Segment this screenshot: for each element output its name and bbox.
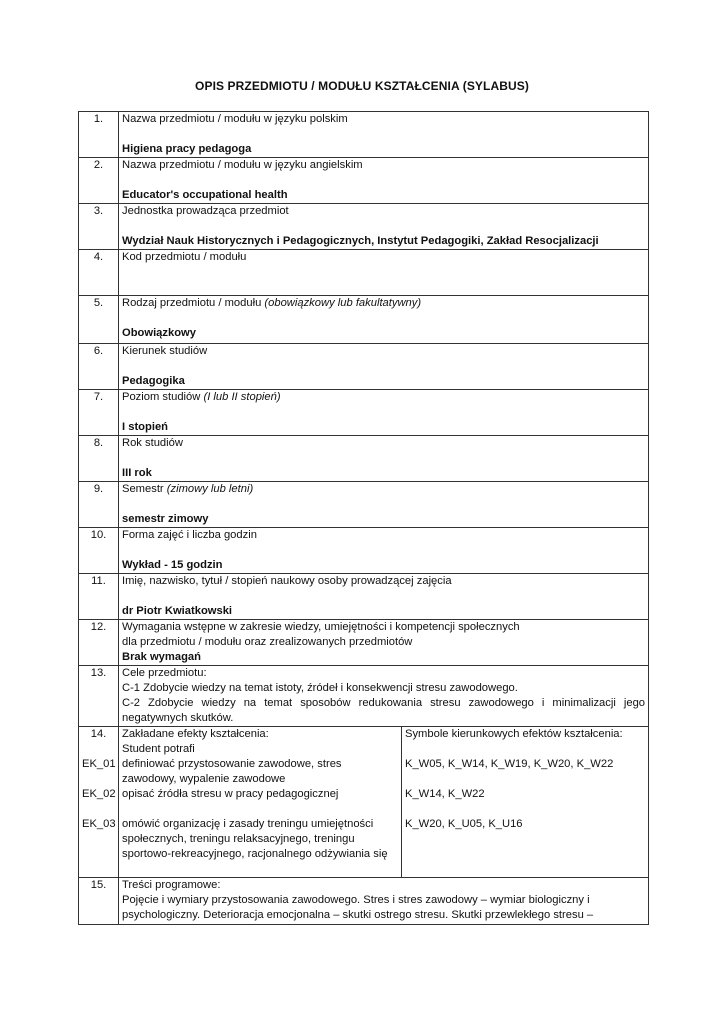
- row-content: [119, 204, 649, 250]
- row-content: [119, 666, 649, 727]
- row-label: Jednostka prowadząca przedmiot: [122, 205, 289, 217]
- row-content: [119, 878, 649, 925]
- row-value: Obowiązkowy: [122, 327, 196, 339]
- row-number: 5.: [79, 296, 119, 344]
- table-row: [79, 204, 649, 250]
- row-value: Educator's occupational health: [122, 189, 288, 201]
- row-number: 12.: [79, 620, 119, 666]
- row-content: [119, 574, 649, 620]
- row-number: 9.: [79, 482, 119, 528]
- effect-symbols: K_W20, K_U05, K_U16: [405, 818, 523, 830]
- row-number: 2.: [79, 158, 119, 204]
- row-number: 7.: [79, 390, 119, 436]
- row-value: Higiena pracy pedagoga: [122, 143, 252, 155]
- row-value: dr Piotr Kwiatkowski: [122, 605, 233, 617]
- table-row: [79, 436, 649, 482]
- row-label: Rodzaj przedmiotu / modułu (obowiązkowy lub fakultatywny): [122, 297, 422, 309]
- row-number: 15.: [79, 878, 119, 925]
- row-label: Cele przedmiotu:: [122, 667, 207, 679]
- effect-text: definiować przystosowanie zawodowe, stres zawodowy, wypalenie zawodowe: [122, 758, 342, 785]
- row-content: [119, 390, 649, 436]
- table-row: [79, 112, 649, 158]
- table-row: [79, 390, 649, 436]
- table-row: [79, 574, 649, 620]
- row-content: [119, 482, 649, 528]
- row-label: Forma zajęć i liczba godzin: [122, 529, 257, 541]
- effect-code: EK_01: [82, 758, 116, 770]
- row-label: Nazwa przedmiotu / modułu w języku polskim: [122, 113, 348, 125]
- row-content: [119, 158, 649, 204]
- row-number: 4.: [79, 250, 119, 296]
- row-value: semestr zimowy: [122, 513, 209, 525]
- effect-text: omówić organizację i zasady treningu umiejętności społecznych, treningu relaksacyjnego, treningu sportowo-rekreacyjnego, racjonalnego odżywiania się: [122, 818, 388, 860]
- symbols-cell: [402, 727, 649, 878]
- effect-code: EK_02: [82, 788, 116, 800]
- effect-symbols: K_W14, K_W22: [405, 788, 485, 800]
- effects-intro: Student potrafi: [122, 743, 195, 755]
- row-content: [119, 436, 649, 482]
- table-row: [79, 158, 649, 204]
- row-value: III rok: [122, 467, 152, 479]
- row-label: Zakładane efekty kształcenia:: [122, 728, 269, 740]
- table-row: [79, 344, 649, 390]
- row-content: [119, 620, 649, 666]
- row-content: [119, 112, 649, 158]
- row-label: Nazwa przedmiotu / modułu w języku angielskim: [122, 159, 363, 171]
- table-row: [79, 666, 649, 727]
- row-content: [119, 296, 649, 344]
- syllabus-table: [78, 111, 649, 925]
- table-row: [79, 620, 649, 666]
- row-content: [119, 250, 649, 296]
- row-number: 1.: [79, 112, 119, 158]
- row-content: [119, 528, 649, 574]
- row-label: Imię, nazwisko, tytuł / stopień naukowy osoby prowadzącej zajęcia: [122, 575, 452, 587]
- row-number: 6.: [79, 344, 119, 390]
- page-title: OPIS PRZEDMIOTU / MODUŁU KSZTAŁCENIA (SYLABUS): [195, 79, 529, 93]
- row-label: Semestr (zimowy lub letni): [122, 483, 254, 495]
- row-label: Treści programowe:: [122, 879, 221, 891]
- row-number: 8.: [79, 436, 119, 482]
- table-row: [79, 727, 649, 878]
- row-label-cont: dla przedmiotu / modułu oraz zrealizowanych przedmiotów: [122, 636, 413, 648]
- row-value: I stopień: [122, 421, 168, 433]
- effect-symbols: K_W05, K_W14, K_W19, K_W20, K_W22: [405, 758, 614, 770]
- goal-c1: C-1 Zdobycie wiedzy na temat istoty, źródeł i konsekwencji stresu zawodowego.: [122, 682, 518, 694]
- table-row: [79, 250, 649, 296]
- effect-codes-cell: [79, 727, 119, 878]
- effect-code: EK_03: [82, 818, 116, 830]
- table-row: [79, 482, 649, 528]
- row-value: Wydział Nauk Historycznych i Pedagogicznych, Instytut Pedagogiki, Zakład Resocjalizacji: [122, 235, 599, 247]
- row-value: Brak wymagań: [122, 651, 201, 663]
- table-row: [79, 878, 649, 925]
- effects-cell: [119, 727, 402, 878]
- row-number: 13.: [79, 666, 119, 727]
- row-label: Kod przedmiotu / modułu: [122, 251, 247, 263]
- row-label: Wymagania wstępne w zakresie wiedzy, umiejętności i kompetencji społecznych: [122, 621, 520, 633]
- row-label: Poziom studiów (I lub II stopień): [122, 391, 281, 403]
- row-number: 14.: [90, 728, 107, 740]
- row-number: 10.: [79, 528, 119, 574]
- row-label: Kierunek studiów: [122, 345, 208, 357]
- row-value: Pedagogika: [122, 375, 185, 387]
- table-row: [79, 296, 649, 344]
- goal-c2: C-2 Zdobycie wiedzy na temat sposobów redukowania stresu zawodowego i minimalizacji jego negatywnych skutków.: [122, 697, 646, 724]
- row-number: 3.: [79, 204, 119, 250]
- row-content: [119, 344, 649, 390]
- program-content: Pojęcie i wymiary przystosowania zawodowego. Stres i stres zawodowy – wymiar biologiczny i psychologiczny. Deterioracja emocjonalna – skutki ostrego stresu. Skutki przewlekłego stresu –: [122, 894, 594, 921]
- row-value: Wykład - 15 godzin: [122, 559, 223, 571]
- row-number: 11.: [79, 574, 119, 620]
- effect-text: opisać źródła stresu w pracy pedagogicznej: [122, 788, 339, 800]
- symbols-header: Symbole kierunkowych efektów kształcenia:: [405, 728, 623, 740]
- table-row: [79, 528, 649, 574]
- row-label: Rok studiów: [122, 437, 183, 449]
